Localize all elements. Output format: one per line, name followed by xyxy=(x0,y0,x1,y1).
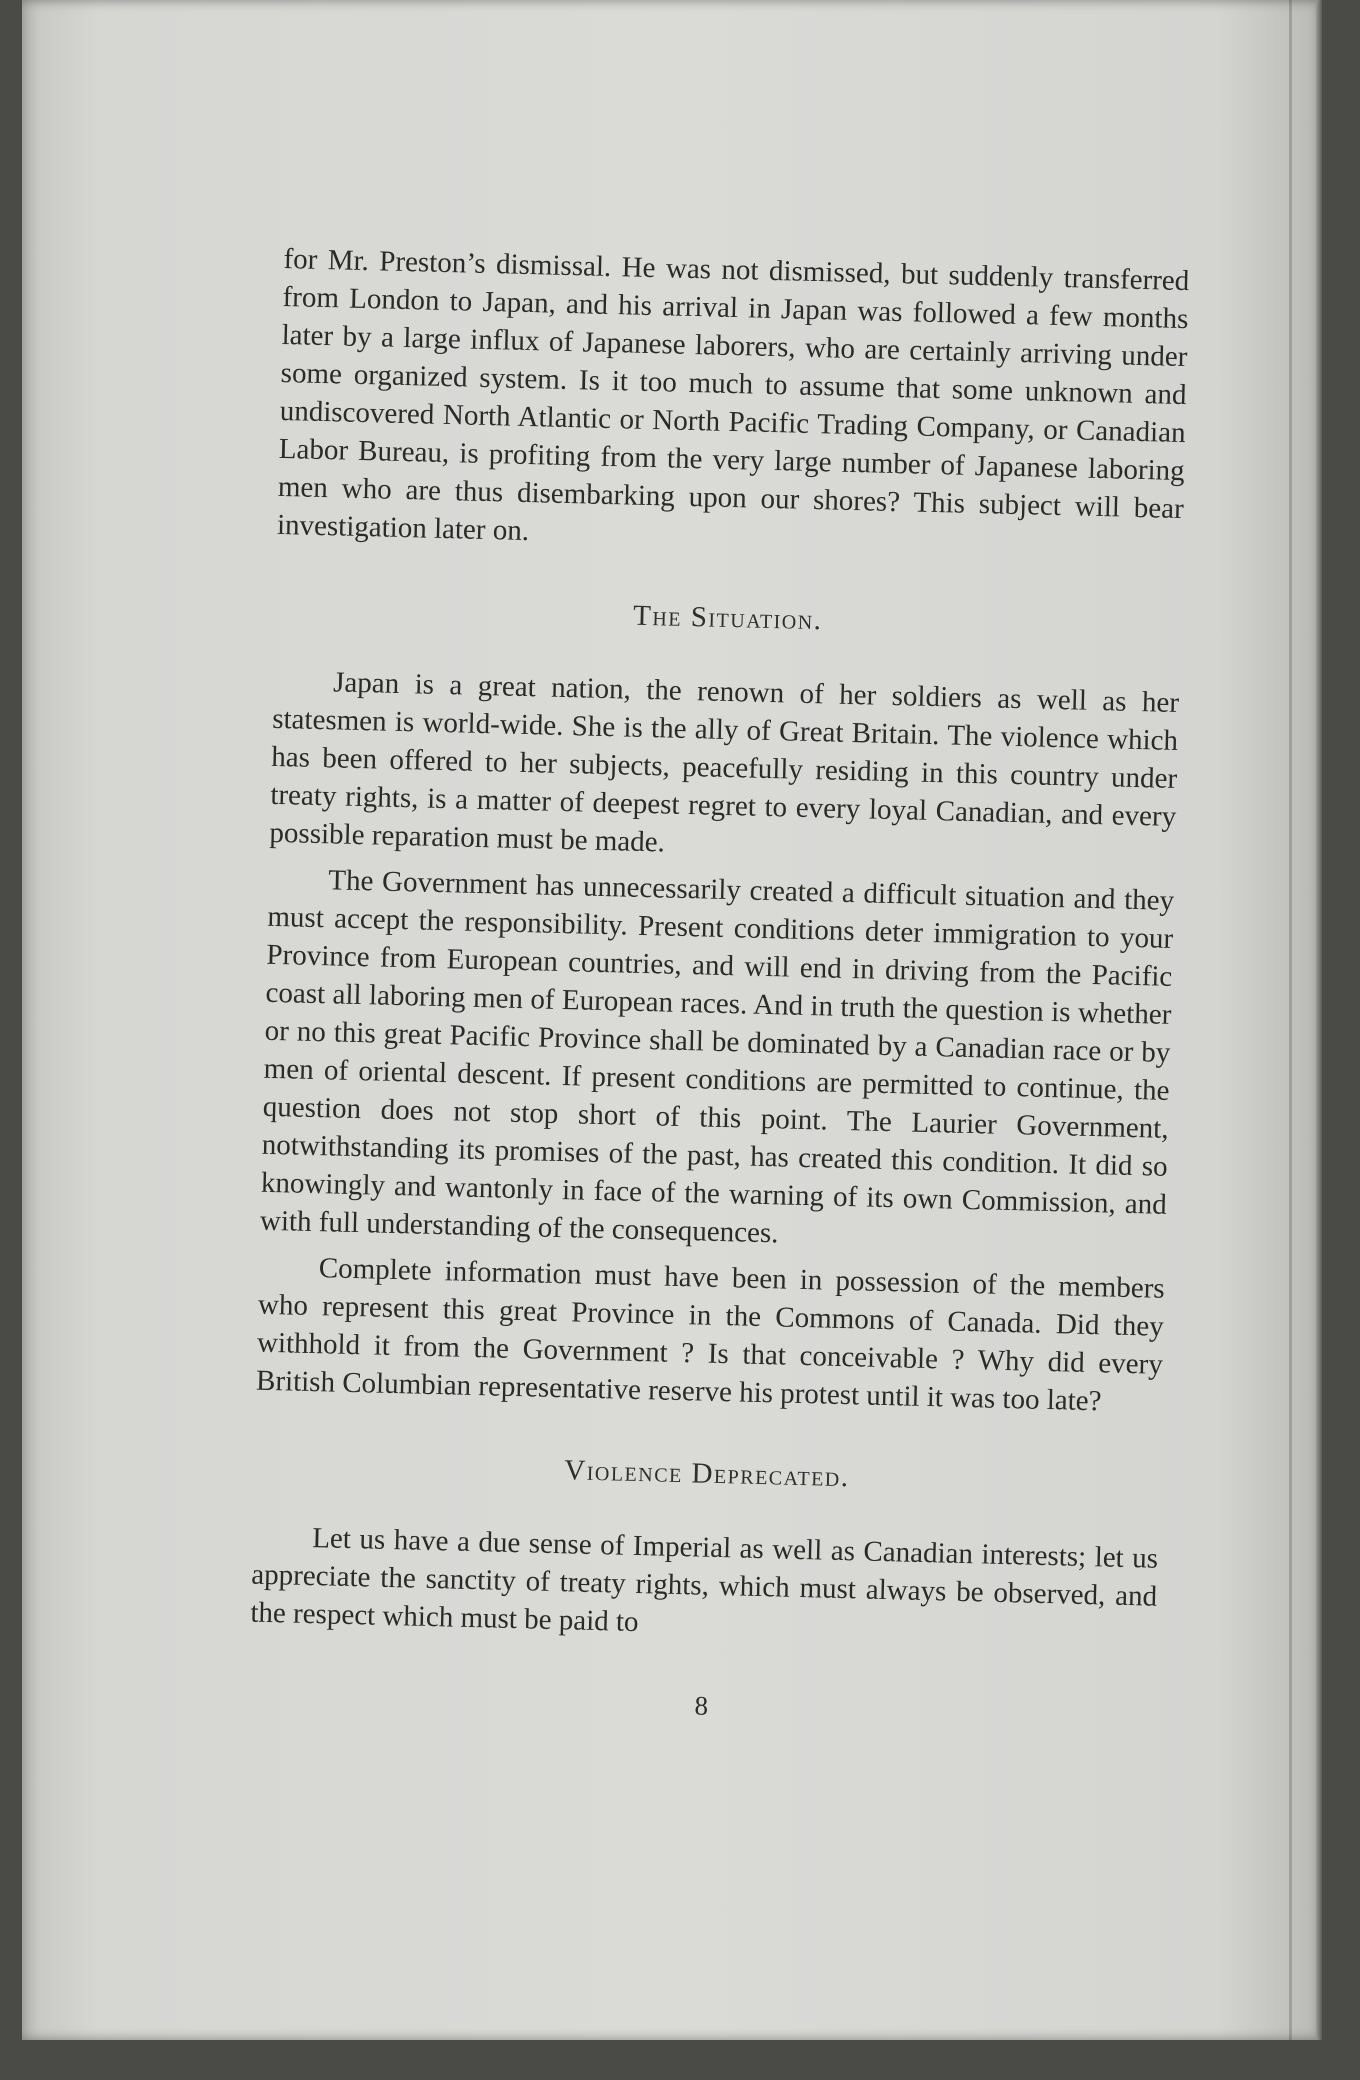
book-page xyxy=(22,0,1322,2040)
paragraph-imperial-interests: Let us have a due sense of Imperial as well as Canadian interests; let us appreciate the sanctity of treaty rights, which must always be observed, and the respect which must be paid to xyxy=(250,1522,1159,1639)
page-text-block xyxy=(248,240,1190,1736)
paragraph-government-situation: The Government has unnecessarily created a difficult situation and they must accept the responsibility. Present conditions deter immigration to your Province from European countries, and will end in driving from the Pacific coast all laboring men of European races. And in truth the question is whether or no this great Pacific Province shall be dominated by a Canadian race or by men of oriental descent. If present conditions are permitted to continue, the question does not stop short of this point. The Laurier Government, notwithstanding its promises of the past, has created this condition. It did so knowingly and wantonly in face of the warning of its own Commission, and with full understanding of the consequences. xyxy=(259,864,1175,1250)
section-heading-violence-deprecated: Violence Deprecated. xyxy=(563,1454,850,1494)
page-edge xyxy=(1316,0,1322,2040)
page-gutter-line xyxy=(1289,0,1292,2040)
page-number: 8 xyxy=(694,1690,709,1721)
paragraph-japan-nation: Japan is a great nation, the renown of her soldiers as well as her statesmen is world-wide. She is the ally of Great Britain. The violence which has been offered to her subjects, peacefully residing in this country under treaty rights, is a matter of deepest regret to every loyal Canadian, and every possible reparation must be made. xyxy=(269,666,1180,859)
paragraph-continued: for Mr. Preston’s dismissal. He was not dismissed, but suddenly transferred from London to Japan, and his arrival in Japan was followed a few months later by a large influx of Japanese laborers, who are certainly arriving under some organized system. Is it too much to assume that some unknown and undiscovered North Atlantic or North Pacific Trading Company, or Canadian Labor Bureau, is profiting from the very large number of Japanese laboring men who are thus disembarking upon our shores? This subject will bear investigation later on. xyxy=(276,242,1190,548)
paragraph-complete-information: Complete information must have been in possession of the members who represent this great Province in the Commons of Canada. Did they withhold it from the Government ? Is that conceivable ? Why did every British Columbian representative reserve his protest until it was too late? xyxy=(255,1252,1166,1418)
section-heading-situation: The Situation. xyxy=(632,599,823,637)
